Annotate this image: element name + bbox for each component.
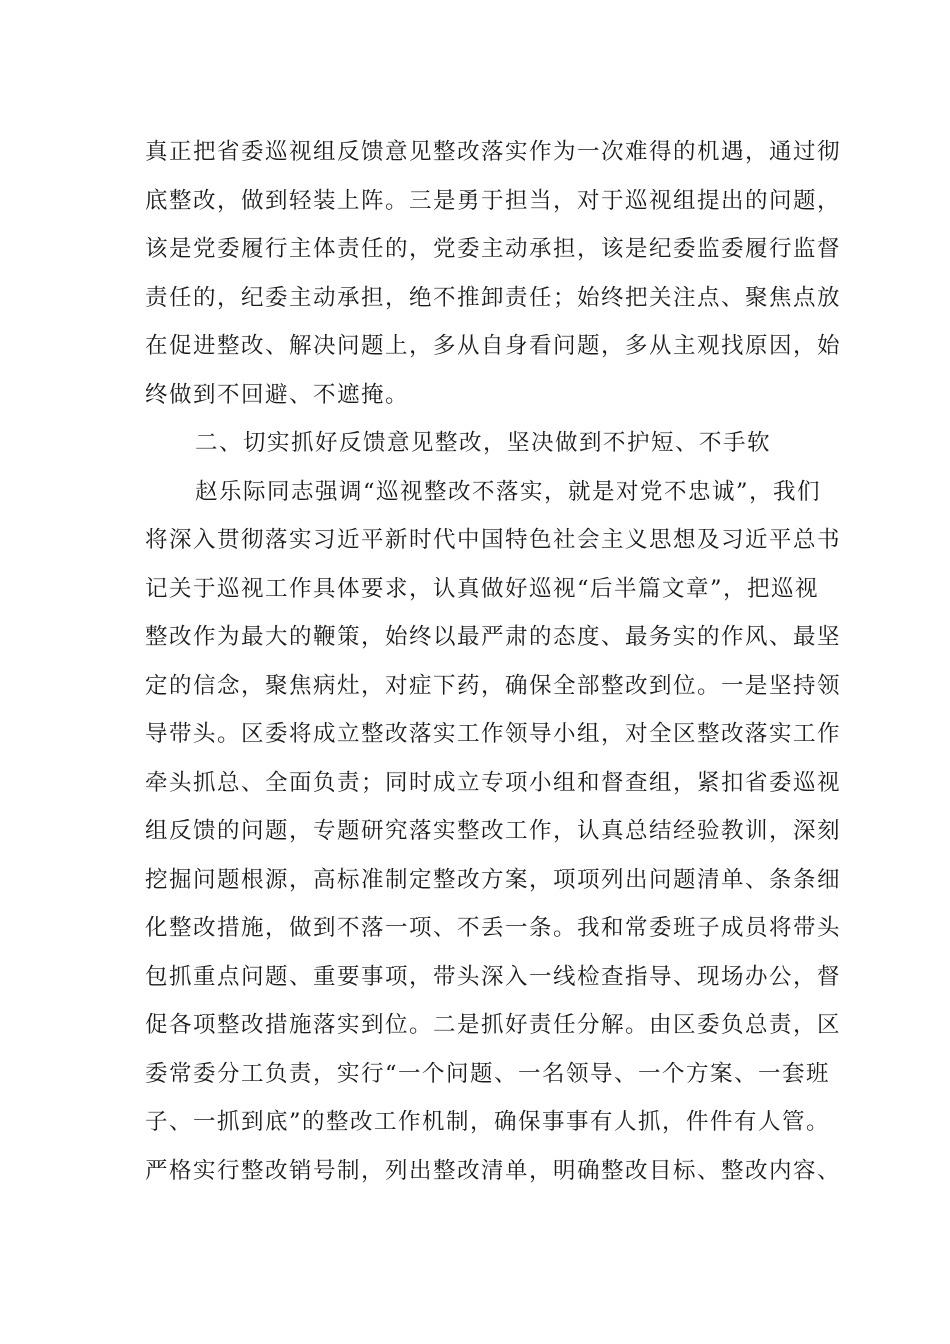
text-line: 导带头。区委将成立整改落实工作领导小组，对全区整改落实工作 — [145, 721, 842, 747]
text-line: 牵头抓总、全面负责；同时成立专项小组和督查组，紧扣省委巡视 — [145, 769, 842, 796]
text-line: 严格实行整改销号制，列出整改清单，明确整改目标、整改内容、 — [145, 1157, 842, 1184]
text-line: 真正把省委巡视组反馈意见整改落实作为一次难得的机遇，通过彻 — [145, 139, 842, 165]
text-line: 终做到不回避、不遮掩。 — [145, 381, 410, 408]
text-line: 组反馈的问题，专题研究落实整改工作，认真总结经验教训，深刻 — [145, 818, 842, 844]
text-line: 子、一抓到底”的整改工作机制，确保事事有人抓，件件有人管。 — [145, 1109, 831, 1135]
text-line: 化整改措施，做到不落一项、不丢一条。我和常委班子成员将带头 — [145, 915, 842, 941]
text-line: 在促进整改、解决问题上，多从自身看问题，多从主观找原因，始 — [145, 333, 842, 359]
text-line: 整改作为最大的鞭策，始终以最严肃的态度、最务实的作风、最坚 — [145, 624, 842, 650]
paragraph-first-line: 赵乐际同志强调“巡视整改不落实，就是对党不忠诚”，我们 — [195, 478, 822, 505]
document-body — [145, 128, 842, 1195]
text-line: 该是党委履行主体责任的，党委主动承担，该是纪委监委履行监督 — [145, 236, 842, 262]
text-line: 挖掘问题根源，高标准制定整改方案，项项列出问题清单、条条细 — [145, 866, 842, 893]
text-line: 将深入贯彻落实习近平新时代中国特色社会主义思想及习近平总书 — [145, 527, 842, 553]
text-line: 底整改，做到轻装上阵。三是勇于担当，对于巡视组提出的问题， — [145, 187, 842, 214]
text-line: 责任的，纪委主动承担，绝不推卸责任；始终把关注点、聚焦点放 — [145, 284, 842, 311]
text-line: 定的信念，聚焦病灶，对症下药，确保全部整改到位。一是坚持领 — [145, 672, 842, 699]
text-line: 委常委分工负责，实行“一个问题、一名领导、一个方案、一套班 — [145, 1060, 831, 1087]
text-line: 记关于巡视工作具体要求，认真做好巡视“后半篇文章”，把巡视 — [145, 575, 820, 602]
text-line: 包抓重点问题、重要事项，带头深入一线检查指导、现场办公，督 — [145, 963, 842, 990]
section-heading: 二、切实抓好反馈意见整改，坚决做到不护短、不手软 — [195, 430, 772, 456]
text-line: 促各项整改措施落实到位。二是抓好责任分解。由区委负总责，区 — [145, 1012, 842, 1038]
